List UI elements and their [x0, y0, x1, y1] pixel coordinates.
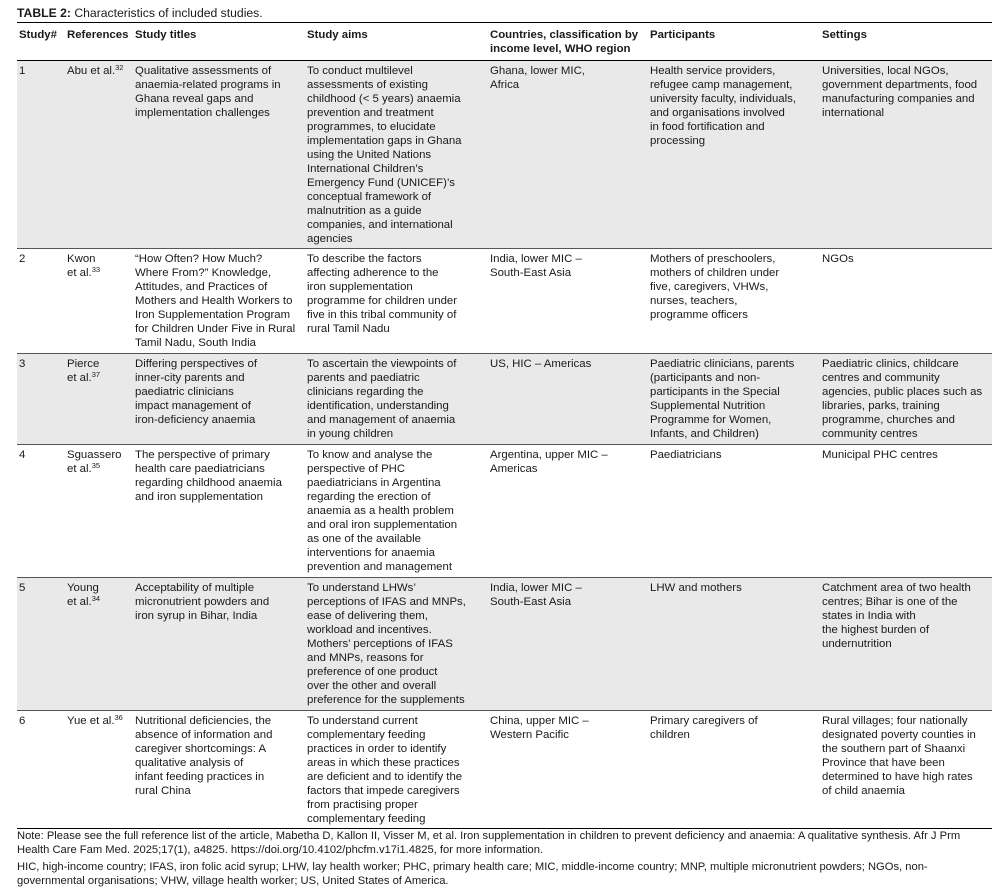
cell-participants: Health service providers, refugee camp management, university faculty, individuals, and organisations involved in food fortification and processing	[650, 65, 797, 147]
reference-text: Kwon et al.	[67, 253, 96, 279]
header-countries: Countries, classification by income level, WHO region	[488, 23, 648, 61]
cell-title: The perspective of primary health care paediatricians regarding childhood anaemia and iron supplementation	[135, 449, 282, 503]
cell-reference	[65, 578, 133, 711]
reference-number: 36	[114, 713, 123, 722]
reference-text: Abu et al.	[67, 65, 116, 77]
studies-table	[17, 22, 992, 829]
cell-title: “How Often? How Much? Where From?” Knowledge, Attitudes, and Practices of Mothers and Health Workers to Iron Supplementation Program for Children Under Five in Rural Tamil Nadu, South India	[135, 253, 296, 349]
reference-text: Pierce et al.	[67, 358, 100, 384]
cell-country: India, lower MIC – South-East Asia	[490, 253, 582, 279]
cell-participants: Paediatricians	[650, 449, 722, 461]
table-row	[17, 354, 992, 445]
cell-settings: Rural villages; four nationally designated poverty counties in the southern part of Shaanxi Province that have been determined to have high rates of child anaemia	[822, 715, 976, 797]
reference-number: 34	[91, 594, 101, 603]
cell-aims: To conduct multilevel assessments of existing childhood (< 5 years) anaemia prevention and treatment programmes, to elucidate implementation gaps in Ghana using the United Nations International Children’s Emergency Fund (UNICEF)’s conceptual framework of malnutrition as a guide companies, and international agencies	[307, 65, 462, 245]
header-references: References	[65, 23, 133, 61]
reference-note: Note: Please see the full reference list of the article, Mabetha D, Kallon II, Visser M, et al. Iron supplementation in children to prevent deficiency and anaemia: A qualitative synthesis. Afr J Prm Health Care Fam Med. 2025;17(1), a4825. https://doi.org/10.4102/phcfm.v17i1.4825, for more information.	[17, 830, 961, 856]
cell-aims: To ascertain the viewpoints of parents and paediatric clinicians regarding the identification, understanding and management of anaemia in young children	[307, 358, 457, 440]
cell-reference	[65, 249, 133, 354]
cell-aims: To know and analyse the perspective of PHC paediatricians in Argentina regarding the erection of anaemia as a health problem and oral iron supplementation as one of the available interventions for anaemia prevention and management	[307, 449, 458, 573]
cell-study: 6	[19, 715, 26, 727]
cell-study: 4	[19, 449, 26, 461]
reference-text: Yue et al.	[67, 715, 115, 727]
cell-aims: To describe the factors affecting adherence to the iron supplementation programme for children under five in this tribal community of rural Tamil Nadu	[307, 253, 458, 335]
header-study: Study#	[17, 23, 65, 61]
cell-reference	[65, 354, 133, 445]
cell-title: Qualitative assessments of anaemia-related programs in Ghana reveal gaps and implementation challenges	[135, 65, 281, 119]
cell-country: Ghana, lower MIC, Africa	[490, 65, 585, 91]
table-notes	[17, 829, 995, 891]
table-caption	[17, 6, 263, 20]
header-settings: Settings	[820, 23, 992, 61]
cell-title: Differing perspectives of inner-city parents and paediatric clinicians impact management of iron-deficiency anaemia	[135, 358, 257, 426]
caption-text: Characteristics of included studies.	[74, 6, 263, 20]
reference-text: Sguassero et al.	[67, 449, 122, 475]
cell-country: Argentina, upper MIC – Americas	[490, 449, 608, 475]
cell-aims: To understand current complementary feeding practices in order to identify areas in which these practices are deficient and to identify the factors that impede caregivers from practising proper complementary feeding	[307, 715, 463, 825]
reference-text: Young et al.	[67, 582, 99, 608]
reference-number: 35	[91, 461, 101, 470]
cell-title: Acceptability of multiple micronutrient powders and iron syrup in Bihar, India	[135, 582, 270, 622]
table-header-row	[17, 23, 992, 61]
cell-settings: Universities, local NGOs, government departments, food manufacturing companies and international	[822, 65, 978, 119]
cell-participants: Mothers of preschoolers, mothers of children under five, caregivers, VHWs, nurses, teachers, programme officers	[650, 253, 780, 321]
cell-country: US, HIC – Americas	[490, 358, 592, 370]
cell-reference	[65, 445, 133, 578]
cell-title: Nutritional deficiencies, the absence of information and caregiver shortcomings: A qualitative analysis of infant feeding practices in rural China	[135, 715, 273, 797]
table-row	[17, 249, 992, 354]
cell-participants: LHW and mothers	[650, 582, 742, 594]
cell-reference	[65, 61, 133, 249]
cell-study: 2	[19, 253, 26, 265]
cell-participants: Paediatric clinicians, parents (participants and non- participants in the Special Supplemental Nutrition Programme for Women, Infants, and Children)	[650, 358, 795, 440]
cell-settings: Catchment area of two health centres; Bihar is one of the states in India with the highest burden of undernutrition	[822, 582, 971, 650]
header-study-titles: Study titles	[133, 23, 305, 61]
reference-number: 32	[115, 63, 124, 72]
reference-number: 33	[91, 265, 101, 274]
cell-study: 5	[19, 582, 26, 594]
table-body	[17, 61, 992, 829]
cell-country: India, lower MIC – South-East Asia	[490, 582, 582, 608]
table-row	[17, 61, 992, 249]
cell-settings: NGOs	[822, 253, 854, 265]
table-row	[17, 711, 992, 829]
reference-number: 37	[91, 370, 101, 379]
cell-participants: Primary caregivers of children	[650, 715, 758, 741]
cell-reference	[65, 711, 133, 829]
table-row	[17, 445, 992, 578]
header-study-aims: Study aims	[305, 23, 488, 61]
abbreviations-note: HIC, high-income country; IFAS, iron folic acid syrup; LHW, lay health worker; PHC, primary health care; MIC, middle-income country; MNP, multiple micronutrient powders; NGOs, non-governmental organisations; VHW, village health worker; US, United States of America.	[17, 861, 928, 887]
cell-settings: Paediatric clinics, childcare centres and community agencies, public places such as libraries, parks, training programme, churches and community centres	[822, 358, 983, 440]
cell-aims: To understand LHWs’ perceptions of IFAS and MNPs, ease of delivering them, workload and incentives. Mothers’ perceptions of IFAS and MNPs, reasons for preference of one product over the other and overall preference for the supplements	[307, 582, 466, 706]
cell-country: China, upper MIC – Western Pacific	[490, 715, 589, 741]
table-row	[17, 578, 992, 711]
cell-study: 3	[19, 358, 26, 370]
header-participants: Participants	[648, 23, 820, 61]
cell-study: 1	[19, 65, 26, 77]
caption-label: TABLE 2:	[17, 6, 71, 20]
cell-settings: Municipal PHC centres	[822, 449, 938, 461]
